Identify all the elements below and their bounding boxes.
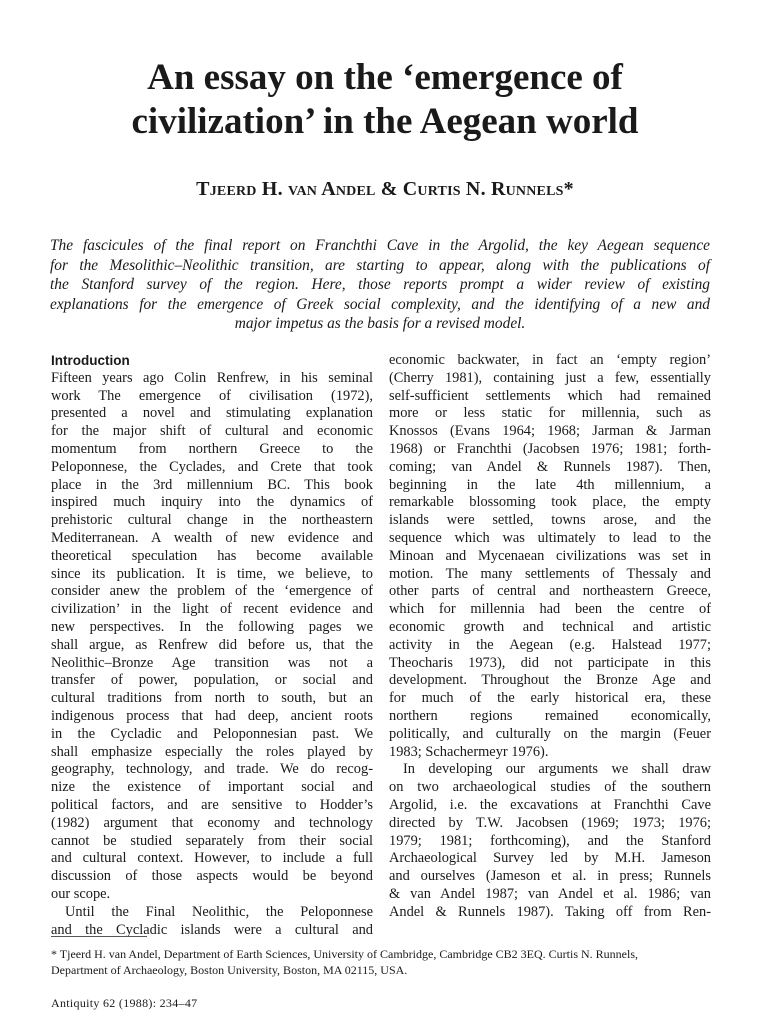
- article-title: [80, 56, 690, 144]
- body-line: Until the Final Neolithic, the Peloponnese: [65, 903, 373, 920]
- body-line: activity in the Aegean (e.g. Halstead 1977;: [389, 636, 711, 653]
- body-line: our scope.: [51, 885, 111, 902]
- body-line: northern regions remained economically,: [389, 707, 711, 724]
- body-line: (Cherry 1981), containing just a few, essentially: [389, 369, 711, 386]
- body-line: theoretical speculation has become available: [51, 547, 373, 564]
- title-line: An essay on the ‘emergence of: [147, 57, 623, 98]
- body-line: Archaeological Survey led by M.H. Jameson: [389, 850, 711, 867]
- body-line: shall emphasize especially the roles played by: [51, 743, 373, 760]
- body-line: economic backwater, in fact an ‘empty region’: [389, 352, 711, 368]
- body-line: which for millennia had been the centre of: [389, 601, 711, 618]
- body-line: in the Cycladic and Peloponnesian past. We: [51, 725, 373, 742]
- right-column: [389, 352, 711, 922]
- abstract-line: explanations for the emergence of Greek social complexity, and the identifying of a new and: [50, 295, 710, 313]
- body-line: place in the 3rd millennium BC. This book: [51, 476, 373, 493]
- body-line: consider anew the problem of the ‘emergence of: [51, 583, 373, 600]
- body-line: geography, technology, and trade. We do recog-: [51, 761, 373, 778]
- body-line: since its publication. It is time, we believe, to: [51, 565, 373, 582]
- body-line: Andel & Runnels 1987). Taking off from Ren-: [389, 903, 711, 920]
- body-line: more or less static for millennia, such as: [389, 405, 711, 422]
- body-line: economic growth and technical and artistic: [389, 618, 711, 635]
- body-line: remarkable blossoming took place, the empty: [389, 494, 711, 511]
- body-line: development. Throughout the Bronze Age and: [389, 672, 711, 689]
- body-line: on two archaeological studies of the southern: [389, 779, 711, 796]
- body-line: work The emergence of civilisation (1972),: [51, 387, 373, 404]
- body-line: cultural traditions from north to south, but an: [51, 690, 373, 707]
- body-line: motion. The many settlements of Thessaly and: [389, 565, 711, 582]
- body-line: new perspectives. In the following pages we: [51, 618, 373, 635]
- body-line: discussion of those aspects would be beyond: [51, 868, 373, 885]
- body-line: indigenous process that had deep, ancient roots: [51, 707, 373, 724]
- body-line: Mediterranean. A wealth of new evidence and: [51, 529, 373, 546]
- abstract-line: major impetus as the basis for a revised model.: [234, 315, 526, 333]
- body-line: political factors, and are sensitive to Hodder’s: [51, 796, 373, 813]
- journal-citation-footer: Antiquity 62 (1988): 234–47: [51, 996, 198, 1010]
- body-line: Argolid, i.e. the excavations at Franchthi Cave: [389, 796, 711, 813]
- abstract-line: the Stanford survey of the region. Here, those reports prompt a wider review of existing: [50, 276, 710, 294]
- body-line: & van Andel 1987; van Andel et al. 1986; van: [389, 885, 711, 902]
- body-line: inspired much inquiry into the dynamics of: [51, 494, 373, 511]
- body-line: islands were settled, towns arose, and the: [389, 512, 711, 529]
- footnote-line: * Tjeerd H. van Andel, Department of Earth Sciences, University of Cambridge, Cambridge CB2 3EQ. Curtis N. Runnels,: [51, 947, 638, 961]
- body-line: and the Cycladic islands were a cultural and: [51, 921, 373, 938]
- body-line: for the major shift of cultural and economic: [51, 423, 373, 440]
- body-line: Neolithic–Bronze Age transition was not a: [51, 654, 373, 671]
- abstract-line: for the Mesolithic–Neolithic transition, are starting to appear, along with the publications of: [50, 256, 710, 274]
- section-heading: Introduction: [51, 353, 130, 368]
- body-line: other parts of central and northeastern Greece,: [389, 583, 711, 600]
- body-line: Fifteen years ago Colin Renfrew, in his seminal: [51, 369, 373, 386]
- author-footnote: [51, 946, 716, 978]
- body-line: politically, and culturally on the margin (Feuer: [389, 725, 711, 742]
- author-line: Tjeerd H. van Andel & Curtis N. Runnels*: [196, 178, 574, 200]
- body-line: nize the existence of important social and: [51, 779, 373, 796]
- footnote-rule: [51, 936, 147, 937]
- abstract: [50, 236, 710, 334]
- body-line: Knossos (Evans 1964; 1968; Jarman & Jarman: [389, 423, 711, 440]
- body-line: presented a novel and stimulating explanation: [51, 405, 373, 422]
- title-line: civilization’ in the Aegean world: [131, 101, 639, 142]
- abstract-line: The fascicules of the final report on Franchthi Cave in the Argolid, the key Aegean sequence: [50, 237, 710, 254]
- body-line: beginning in the late 4th millennium, a: [389, 476, 711, 493]
- body-line: Minoan and Mycenaean civilizations was set in: [389, 547, 711, 564]
- body-line: In developing our arguments we shall draw: [403, 761, 711, 778]
- body-line: (1982) argument that economy and technology: [51, 814, 373, 831]
- body-line: prehistoric cultural change in the northeastern: [51, 512, 373, 529]
- body-line: coming; van Andel & Runnels 1987). Then,: [389, 458, 711, 475]
- body-line: Peloponnese, the Cyclades, and Crete that took: [51, 458, 373, 475]
- body-line: and cultural context. However, to include a full: [51, 850, 373, 867]
- body-line: 1968) or Franchthi (Jacobsen 1976; 1981; forth-: [389, 440, 711, 457]
- body-line: for much of the early historical era, these: [389, 690, 711, 707]
- body-line: momentum from northern Greece to the: [51, 440, 373, 457]
- body-line: shall argue, as Renfrew did before us, that the: [51, 636, 373, 653]
- body-line: Theocharis 1973), did not participate in this: [389, 654, 711, 671]
- body-line: self-sufficient settlements which had remained: [389, 387, 711, 404]
- body-line: and ourselves (Jameson et al. in press; Runnels: [389, 868, 711, 885]
- body-line: cannot be studied separately from their social: [51, 832, 373, 849]
- body-line: 1979; 1981; forthcoming), and the Stanford: [389, 832, 711, 849]
- body-line: transfer of power, population, or social and: [51, 672, 373, 689]
- body-line: directed by T.W. Jacobsen (1969; 1973; 1976;: [389, 814, 711, 831]
- body-line: civilization’ in the light of recent evidence and: [51, 601, 373, 618]
- body-line: sequence which was ultimately to lead to the: [389, 529, 711, 546]
- footnote-line: Department of Archaeology, Boston University, Boston, MA 02115, USA.: [51, 963, 408, 977]
- left-column: [51, 352, 373, 939]
- body-line: 1983; Schachermeyr 1976).: [389, 743, 549, 760]
